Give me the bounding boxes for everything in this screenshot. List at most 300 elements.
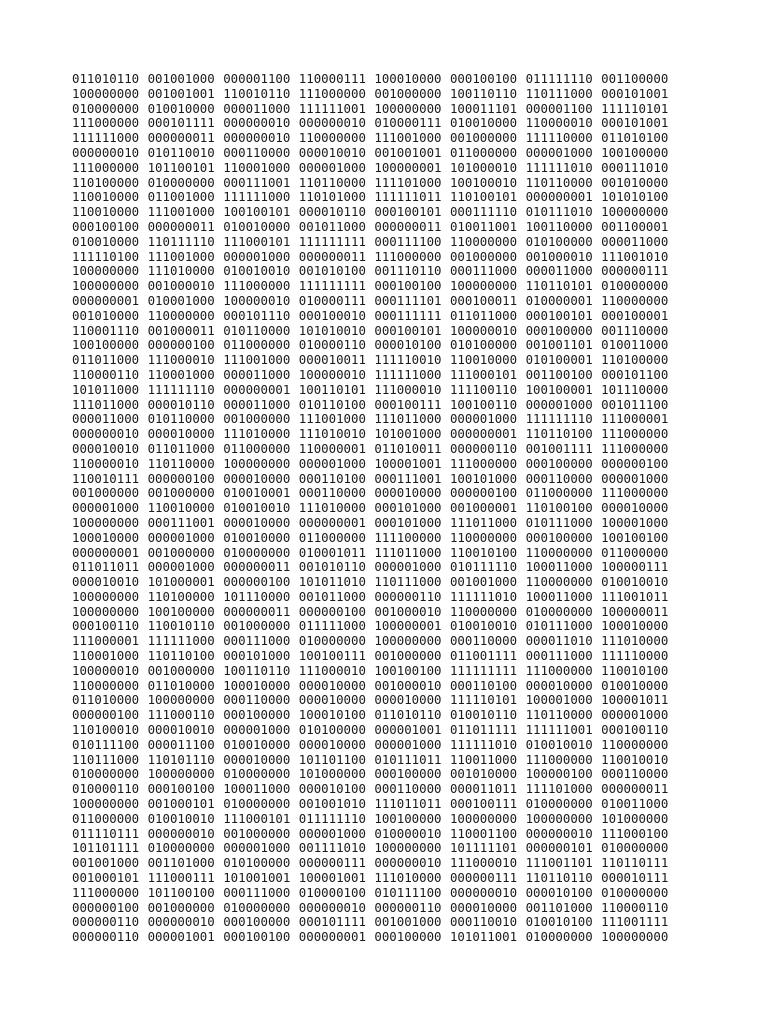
binary-group: 000011000 xyxy=(601,233,669,249)
binary-group: 000000001 xyxy=(449,426,518,442)
binary-group: 100100111 xyxy=(298,648,366,664)
binary-group: 111000000 xyxy=(72,115,140,131)
binary-group: 101100100 xyxy=(147,884,215,900)
binary-group: 101011010 xyxy=(298,574,366,590)
binary-group: 010010000 xyxy=(601,677,669,693)
binary-group: 010010000 xyxy=(147,100,215,116)
binary-row xyxy=(72,472,692,487)
binary-group: 000001000 xyxy=(72,500,140,516)
binary-group: 000100101 xyxy=(374,204,442,220)
binary-group: 100000000 xyxy=(374,633,442,649)
binary-group: 111010000 xyxy=(374,870,442,886)
binary-row xyxy=(72,782,692,797)
binary-group: 111000101 xyxy=(449,366,518,382)
binary-group: 010110000 xyxy=(147,411,215,427)
binary-group: 000110000 xyxy=(223,692,291,708)
binary-group: 100011000 xyxy=(525,588,593,604)
binary-group: 111110100 xyxy=(72,248,140,264)
binary-group: 000000110 xyxy=(449,440,518,456)
binary-group: 111001000 xyxy=(147,204,215,220)
binary-group: 010111100 xyxy=(374,884,442,900)
binary-group: 111000000 xyxy=(601,485,669,501)
binary-group: 110111000 xyxy=(72,751,140,767)
binary-group: 001001001 xyxy=(147,85,215,101)
binary-group: 000000100 xyxy=(298,603,366,619)
binary-group: 100100010 xyxy=(449,174,518,190)
binary-group: 001001010 xyxy=(298,796,366,812)
binary-group: 010111010 xyxy=(525,204,593,220)
binary-group: 101001000 xyxy=(374,426,442,442)
binary-group: 001000101 xyxy=(147,796,215,812)
binary-group: 011010110 xyxy=(72,71,140,86)
binary-group: 000110000 xyxy=(525,470,593,486)
binary-group: 011011000 xyxy=(147,440,215,456)
binary-row xyxy=(72,634,692,649)
binary-group: 110001100 xyxy=(449,825,518,841)
binary-group: 000010000 xyxy=(449,899,518,915)
binary-row xyxy=(72,279,692,294)
binary-group: 000010000 xyxy=(525,677,593,693)
binary-row xyxy=(72,575,692,590)
binary-group: 001111010 xyxy=(298,840,366,856)
binary-group: 000000011 xyxy=(223,603,291,619)
binary-row xyxy=(72,915,692,930)
binary-group: 111001111 xyxy=(601,914,669,930)
binary-group: 001001111 xyxy=(525,440,593,456)
binary-row xyxy=(72,605,692,620)
binary-group: 000010000 xyxy=(223,470,291,486)
binary-group: 010000000 xyxy=(223,796,291,812)
binary-group: 100100000 xyxy=(72,337,140,353)
binary-group: 000011000 xyxy=(223,396,291,412)
binary-group: 100100000 xyxy=(147,603,215,619)
binary-group: 010000000 xyxy=(525,929,593,945)
binary-row xyxy=(72,619,692,634)
binary-group: 000100011 xyxy=(449,292,518,308)
binary-group: 000100000 xyxy=(525,455,593,471)
binary-group: 100000000 xyxy=(72,278,140,294)
binary-group: 000000001 xyxy=(223,381,291,397)
binary-group: 011000000 xyxy=(449,144,518,160)
binary-group: 001000000 xyxy=(147,485,215,501)
binary-group: 101011000 xyxy=(72,381,140,397)
binary-group: 111111010 xyxy=(525,159,593,175)
binary-group: 000000100 xyxy=(147,470,215,486)
binary-group: 000010110 xyxy=(147,396,215,412)
binary-group: 110010111 xyxy=(72,470,140,486)
binary-group: 100100001 xyxy=(525,381,593,397)
binary-group: 010000000 xyxy=(601,278,669,294)
binary-group: 111010010 xyxy=(298,426,366,442)
binary-group: 000001000 xyxy=(223,248,291,264)
binary-group: 010000110 xyxy=(298,337,366,353)
binary-group: 101101111 xyxy=(72,840,140,856)
binary-group: 110000000 xyxy=(601,736,669,752)
binary-group: 001100001 xyxy=(601,218,669,234)
binary-row xyxy=(72,309,692,324)
binary-group: 110010110 xyxy=(147,618,215,634)
binary-group: 010010000 xyxy=(72,233,140,249)
binary-group: 100000000 xyxy=(72,796,140,812)
binary-group: 110110000 xyxy=(298,174,366,190)
binary-group: 100000000 xyxy=(147,766,215,782)
binary-group: 111010000 xyxy=(147,263,215,279)
binary-row xyxy=(72,501,692,516)
binary-group: 010000000 xyxy=(601,884,669,900)
binary-group: 000100101 xyxy=(374,322,442,338)
binary-group: 111000010 xyxy=(449,855,518,871)
binary-group: 110010110 xyxy=(223,85,291,101)
binary-group: 111111000 xyxy=(147,633,215,649)
binary-group: 110000000 xyxy=(298,130,366,146)
binary-group: 000111100 xyxy=(374,233,442,249)
binary-group: 111101000 xyxy=(374,174,442,190)
binary-row xyxy=(72,457,692,472)
binary-row xyxy=(72,797,692,812)
binary-row xyxy=(72,901,692,916)
binary-group: 000011011 xyxy=(449,781,518,797)
binary-group: 110010000 xyxy=(449,352,518,368)
binary-group: 001110110 xyxy=(374,263,442,279)
binary-group: 110010100 xyxy=(449,544,518,560)
binary-group: 011111000 xyxy=(298,618,366,634)
binary-row xyxy=(72,220,692,235)
binary-group: 001000011 xyxy=(147,322,215,338)
binary-row xyxy=(72,87,692,102)
binary-group: 110000111 xyxy=(298,71,366,86)
binary-row xyxy=(72,338,692,353)
binary-group: 111011000 xyxy=(449,514,518,530)
binary-group: 100011000 xyxy=(525,559,593,575)
binary-group: 000000111 xyxy=(298,855,366,871)
binary-group: 100000000 xyxy=(525,810,593,826)
binary-group: 000000010 xyxy=(298,899,366,915)
binary-row xyxy=(72,353,692,368)
binary-group: 011010011 xyxy=(374,440,442,456)
binary-group: 010000100 xyxy=(298,884,366,900)
binary-group: 000001100 xyxy=(223,71,291,86)
binary-group: 010010010 xyxy=(525,736,593,752)
binary-group: 110110101 xyxy=(525,278,593,294)
binary-group: 100000000 xyxy=(72,603,140,619)
binary-group: 101101100 xyxy=(298,751,366,767)
binary-row xyxy=(72,560,692,575)
binary-group: 010011000 xyxy=(601,796,669,812)
binary-group: 010001000 xyxy=(147,292,215,308)
binary-group: 111111010 xyxy=(449,736,518,752)
binary-group: 010000000 xyxy=(72,100,140,116)
binary-group: 100001001 xyxy=(374,455,442,471)
binary-group: 000000001 xyxy=(298,514,366,530)
binary-group: 100010100 xyxy=(298,707,366,723)
binary-group: 010111011 xyxy=(374,751,442,767)
binary-group: 101111101 xyxy=(449,840,518,856)
binary-row xyxy=(72,324,692,339)
binary-group: 010000000 xyxy=(223,766,291,782)
binary-group: 110111000 xyxy=(525,85,593,101)
binary-group: 010010010 xyxy=(147,810,215,826)
binary-group: 000100101 xyxy=(525,307,593,323)
binary-group: 010010000 xyxy=(223,736,291,752)
binary-group: 100110110 xyxy=(223,662,291,678)
binary-group: 000001000 xyxy=(223,722,291,738)
binary-group: 100000000 xyxy=(601,929,669,945)
binary-group: 000001000 xyxy=(374,736,442,752)
binary-group: 010010010 xyxy=(223,263,291,279)
binary-group: 100010000 xyxy=(374,71,442,86)
binary-group: 001010100 xyxy=(298,263,366,279)
binary-row xyxy=(72,664,692,679)
binary-group: 000010000 xyxy=(298,736,366,752)
binary-group: 010111100 xyxy=(72,736,140,752)
binary-group: 101000000 xyxy=(298,766,366,782)
binary-group: 001011100 xyxy=(601,396,669,412)
binary-group: 010000000 xyxy=(223,544,291,560)
binary-group: 100100101 xyxy=(223,204,291,220)
binary-group: 011011000 xyxy=(72,352,140,368)
binary-group: 111001000 xyxy=(223,352,291,368)
binary-group: 111010000 xyxy=(601,633,669,649)
binary-group: 111111000 xyxy=(72,130,140,146)
binary-group: 011111110 xyxy=(525,71,593,86)
binary-group: 010010000 xyxy=(449,115,518,131)
binary-group: 010001011 xyxy=(298,544,366,560)
binary-group: 110000000 xyxy=(601,292,669,308)
binary-group: 000011000 xyxy=(72,411,140,427)
binary-group: 000100000 xyxy=(374,766,442,782)
binary-group: 000101001 xyxy=(601,85,669,101)
binary-group: 110010100 xyxy=(601,662,669,678)
binary-row xyxy=(72,723,692,738)
binary-group: 000010011 xyxy=(298,352,366,368)
binary-group: 000101111 xyxy=(298,914,366,930)
binary-group: 000110100 xyxy=(449,677,518,693)
binary-row xyxy=(72,753,692,768)
binary-group: 100000010 xyxy=(223,292,291,308)
binary-group: 000000010 xyxy=(298,115,366,131)
binary-group: 011000000 xyxy=(223,337,291,353)
binary-group: 000111000 xyxy=(223,633,291,649)
binary-group: 101000001 xyxy=(147,574,215,590)
binary-group: 111000001 xyxy=(601,411,669,427)
binary-group: 000100100 xyxy=(374,278,442,294)
binary-group: 000110100 xyxy=(298,470,366,486)
binary-group: 110000001 xyxy=(298,440,366,456)
binary-row xyxy=(72,590,692,605)
binary-group: 100000000 xyxy=(449,278,518,294)
binary-group: 111011000 xyxy=(72,396,140,412)
binary-group: 110110111 xyxy=(601,855,669,871)
binary-row xyxy=(72,693,692,708)
binary-group: 000000100 xyxy=(223,574,291,590)
binary-group: 000000110 xyxy=(72,914,140,930)
binary-group: 000010000 xyxy=(374,485,442,501)
binary-group: 111000000 xyxy=(72,884,140,900)
binary-group: 000000110 xyxy=(374,588,442,604)
binary-group: 000000001 xyxy=(72,544,140,560)
binary-group: 111000001 xyxy=(72,633,140,649)
binary-group: 010100000 xyxy=(525,233,593,249)
binary-row xyxy=(72,205,692,220)
binary-row xyxy=(72,812,692,827)
binary-group: 000110000 xyxy=(223,144,291,160)
binary-group: 110101110 xyxy=(147,751,215,767)
binary-group: 000001001 xyxy=(147,929,215,945)
binary-group: 100000000 xyxy=(449,810,518,826)
binary-group: 001010110 xyxy=(298,559,366,575)
binary-group: 011000000 xyxy=(525,485,593,501)
binary-group: 110100000 xyxy=(72,174,140,190)
binary-group: 000010000 xyxy=(374,692,442,708)
binary-group: 011010100 xyxy=(601,130,669,146)
binary-group: 000100000 xyxy=(223,707,291,723)
binary-group: 000101100 xyxy=(601,366,669,382)
binary-group: 000100100 xyxy=(147,781,215,797)
binary-group: 010000000 xyxy=(147,840,215,856)
binary-group: 110110100 xyxy=(525,426,593,442)
binary-group: 111111010 xyxy=(449,588,518,604)
binary-group: 000000100 xyxy=(72,707,140,723)
binary-group: 111000010 xyxy=(374,381,442,397)
binary-group: 111001011 xyxy=(601,588,669,604)
binary-group: 111110010 xyxy=(374,352,442,368)
binary-group: 100100110 xyxy=(449,396,518,412)
binary-group: 001010000 xyxy=(601,174,669,190)
binary-group: 000001000 xyxy=(223,840,291,856)
binary-group: 110110110 xyxy=(525,870,593,886)
binary-group: 010000000 xyxy=(525,796,593,812)
binary-group: 000100100 xyxy=(223,929,291,945)
binary-group: 010010000 xyxy=(223,529,291,545)
binary-group: 110000000 xyxy=(147,307,215,323)
binary-group: 000010010 xyxy=(147,722,215,738)
binary-group: 010000000 xyxy=(72,766,140,782)
binary-group: 010010110 xyxy=(449,707,518,723)
binary-group: 000001000 xyxy=(601,707,669,723)
binary-group: 100000000 xyxy=(147,692,215,708)
binary-group: 100000000 xyxy=(72,85,140,101)
binary-group: 000100110 xyxy=(601,722,669,738)
binary-group: 110010000 xyxy=(72,204,140,220)
binary-group: 110000010 xyxy=(72,455,140,471)
binary-group: 011000000 xyxy=(72,810,140,826)
binary-group: 110000110 xyxy=(72,366,140,382)
binary-row xyxy=(72,930,692,945)
binary-group: 111011000 xyxy=(374,411,442,427)
binary-group: 100100000 xyxy=(601,144,669,160)
binary-row xyxy=(72,442,692,457)
binary-group: 110110000 xyxy=(147,455,215,471)
binary-group: 001000010 xyxy=(147,278,215,294)
binary-group: 010010000 xyxy=(223,218,291,234)
binary-group: 001000000 xyxy=(223,411,291,427)
binary-group: 001000000 xyxy=(223,618,291,634)
binary-group: 000100000 xyxy=(223,914,291,930)
binary-group: 000000011 xyxy=(374,218,442,234)
binary-row xyxy=(72,679,692,694)
binary-group: 000111110 xyxy=(449,204,518,220)
binary-row xyxy=(72,412,692,427)
binary-group: 110000000 xyxy=(449,529,518,545)
binary-group: 100001000 xyxy=(525,692,593,708)
binary-group: 011111110 xyxy=(298,810,366,826)
binary-group: 111000101 xyxy=(223,810,291,826)
binary-group: 110000000 xyxy=(72,677,140,693)
binary-group: 111000100 xyxy=(601,825,669,841)
binary-group: 000000001 xyxy=(72,292,140,308)
binary-group: 000000010 xyxy=(72,426,140,442)
binary-group: 111111000 xyxy=(374,366,442,382)
binary-group: 011000000 xyxy=(223,440,291,456)
binary-group: 111111001 xyxy=(298,100,366,116)
binary-group: 100000010 xyxy=(298,366,366,382)
binary-group: 000000100 xyxy=(601,455,669,471)
binary-group: 000010000 xyxy=(223,751,291,767)
binary-group: 000000110 xyxy=(374,899,442,915)
binary-group: 100010000 xyxy=(601,618,669,634)
binary-group: 110000000 xyxy=(449,233,518,249)
binary-group: 001000000 xyxy=(374,648,442,664)
binary-group: 000110000 xyxy=(449,633,518,649)
binary-group: 010000111 xyxy=(298,292,366,308)
binary-group: 000000001 xyxy=(298,929,366,945)
binary-group: 001100100 xyxy=(525,366,593,382)
binary-group: 001011000 xyxy=(298,588,366,604)
binary-group: 111000101 xyxy=(223,233,291,249)
binary-group: 010100001 xyxy=(525,352,593,368)
binary-row xyxy=(72,486,692,501)
binary-group: 001101000 xyxy=(525,899,593,915)
binary-group: 010000000 xyxy=(147,174,215,190)
binary-group: 011000000 xyxy=(298,529,366,545)
binary-row xyxy=(72,176,692,191)
binary-group: 000010111 xyxy=(601,870,669,886)
binary-group: 000011000 xyxy=(223,366,291,382)
binary-group: 000100111 xyxy=(374,396,442,412)
binary-row xyxy=(72,738,692,753)
binary-group: 010100000 xyxy=(223,855,291,871)
binary-group: 000000010 xyxy=(147,825,215,841)
binary-group: 000100010 xyxy=(298,307,366,323)
binary-row xyxy=(72,871,692,886)
binary-group: 010000000 xyxy=(298,633,366,649)
binary-group: 000100000 xyxy=(525,529,593,545)
binary-group: 000001000 xyxy=(449,411,518,427)
binary-group: 111000000 xyxy=(525,751,593,767)
binary-group: 011010000 xyxy=(72,692,140,708)
binary-group: 000000101 xyxy=(525,840,593,856)
binary-row xyxy=(72,398,692,413)
binary-group: 000111101 xyxy=(374,292,442,308)
binary-group: 100110101 xyxy=(298,381,366,397)
binary-group: 111000000 xyxy=(449,455,518,471)
binary-group: 000110000 xyxy=(601,766,669,782)
binary-group: 001000010 xyxy=(374,677,442,693)
binary-group: 100000000 xyxy=(223,455,291,471)
binary-row xyxy=(72,427,692,442)
binary-row xyxy=(72,841,692,856)
binary-group: 000011100 xyxy=(147,736,215,752)
binary-group: 111001101 xyxy=(525,855,593,871)
binary-group: 000101000 xyxy=(374,514,442,530)
binary-group: 111101000 xyxy=(525,781,593,797)
binary-group: 000000011 xyxy=(601,781,669,797)
binary-group: 001010000 xyxy=(449,766,518,782)
binary-group: 000010100 xyxy=(374,337,442,353)
binary-group: 010010010 xyxy=(449,618,518,634)
binary-row xyxy=(72,531,692,546)
binary-row xyxy=(72,264,692,279)
